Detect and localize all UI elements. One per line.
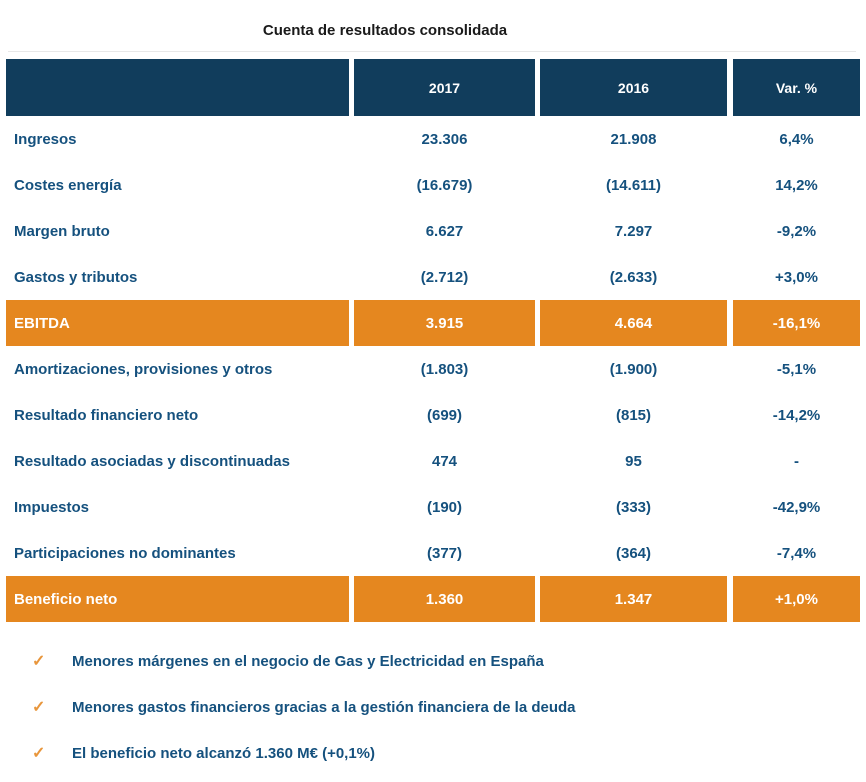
- table-header-row: [6, 59, 860, 116]
- value-var: 14,2%: [775, 176, 818, 194]
- row-label: EBITDA: [6, 300, 349, 346]
- value-2017: 474: [431, 452, 458, 470]
- value-var: -7,4%: [776, 544, 817, 562]
- value-2017: (2.712): [420, 268, 469, 286]
- value-var: -5,1%: [776, 360, 817, 378]
- value-2017: 3.915: [354, 300, 535, 346]
- value-2017: 6.627: [425, 222, 464, 240]
- checkmark-icon: ✓: [32, 745, 46, 762]
- table-row: [6, 392, 860, 438]
- row-label: Gastos y tributos: [14, 268, 138, 286]
- value-2016: 7.297: [614, 222, 653, 240]
- value-var: -14,2%: [772, 406, 821, 424]
- value-2017: (377): [426, 544, 463, 562]
- value-2016: (14.611): [605, 176, 662, 194]
- row-label: Ingresos: [14, 130, 77, 148]
- value-2016: (2.633): [609, 268, 658, 286]
- value-2016: 1.347: [540, 576, 727, 622]
- value-var: -: [794, 452, 799, 470]
- value-2017: 23.306: [421, 130, 468, 148]
- value-2017: (1.803): [420, 360, 469, 378]
- list-item: [0, 684, 866, 730]
- income-statement-table: [6, 59, 860, 622]
- table-row: [6, 438, 860, 484]
- value-2016: (1.900): [609, 360, 658, 378]
- table-row: [6, 116, 860, 162]
- value-2016: (333): [615, 498, 652, 516]
- table-row: [6, 300, 860, 346]
- value-2017: 1.360: [354, 576, 535, 622]
- value-var: -16,1%: [733, 300, 860, 346]
- value-2016: 21.908: [610, 130, 657, 148]
- highlights-list: [0, 638, 866, 776]
- value-var: +1,0%: [733, 576, 860, 622]
- row-label: Participaciones no dominantes: [14, 544, 236, 562]
- row-label: Margen bruto: [14, 222, 110, 240]
- column-header: 2016: [540, 59, 727, 116]
- row-label: Impuestos: [14, 498, 90, 516]
- value-2016: (815): [615, 406, 652, 424]
- list-item: [0, 638, 866, 684]
- bullet-text: El beneficio neto alcanzó 1.360 M€ (+0,1%): [72, 744, 376, 762]
- divider-line: [8, 51, 856, 52]
- value-2017: (16.679): [416, 176, 473, 194]
- table-row: [6, 162, 860, 208]
- value-2016: (364): [615, 544, 652, 562]
- column-header: Var. %: [733, 59, 860, 116]
- value-var: 6,4%: [779, 130, 814, 148]
- table-row: [6, 530, 860, 576]
- table-row: [6, 576, 860, 622]
- page-title: Cuenta de resultados consolidada: [262, 22, 508, 39]
- checkmark-icon: ✓: [32, 699, 46, 716]
- table-row: [6, 484, 860, 530]
- value-2016: 4.664: [540, 300, 727, 346]
- value-var: +3,0%: [775, 268, 818, 286]
- table-row: [6, 208, 860, 254]
- row-label: Amortizaciones, provisiones y otros: [14, 360, 273, 378]
- row-label: Resultado financiero neto: [14, 406, 199, 424]
- column-header: [6, 59, 349, 116]
- row-label: Beneficio neto: [6, 576, 349, 622]
- value-2017: (699): [426, 406, 463, 424]
- value-2017: (190): [426, 498, 463, 516]
- value-var: -9,2%: [776, 222, 817, 240]
- table-body: [6, 116, 860, 622]
- table-row: [6, 346, 860, 392]
- checkmark-icon: ✓: [32, 653, 46, 670]
- bullet-text: Menores márgenes en el negocio de Gas y Electricidad en España: [72, 652, 544, 670]
- row-label: Costes energía: [14, 176, 122, 194]
- row-label: Resultado asociadas y discontinuadas: [14, 452, 290, 470]
- table-row: [6, 254, 860, 300]
- value-var: -42,9%: [772, 498, 821, 516]
- list-item: [0, 730, 866, 776]
- bullet-text: Menores gastos financieros gracias a la gestión financiera de la deuda: [72, 698, 576, 716]
- value-2016: 95: [625, 452, 642, 470]
- column-header: 2017: [354, 59, 535, 116]
